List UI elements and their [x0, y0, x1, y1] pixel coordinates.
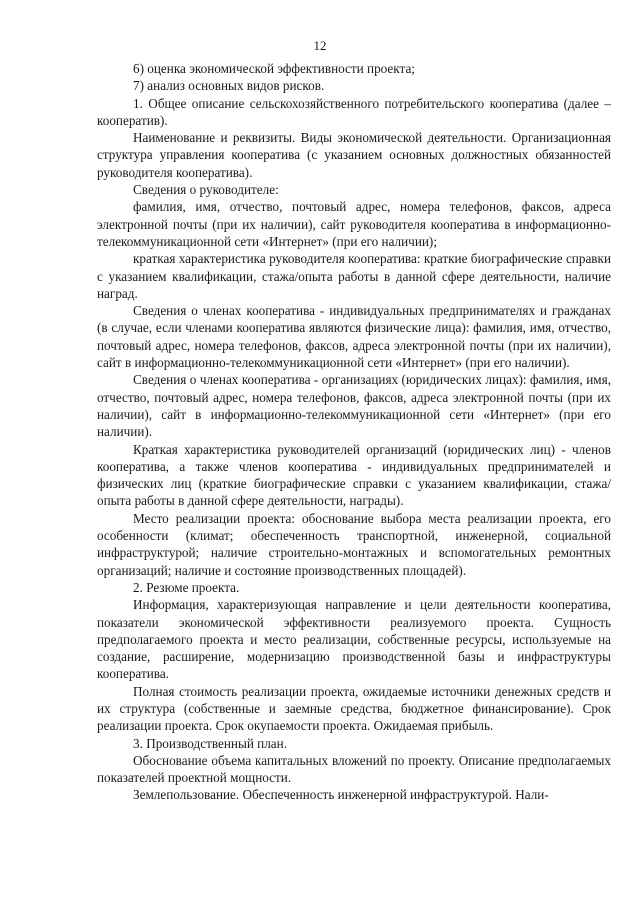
page-number: 12: [313, 38, 327, 53]
paragraph: Сведения о руководителе:: [133, 182, 279, 198]
paragraph: Краткая характеристика руководителей организаций (юридических лиц) - членов кооператива, а также членов кооператива - индивидуальных предпринимателей и физических лиц (краткие биографические справки с указанием квалификации, стажа/опыта работы в данной сфере деятельности, награды).: [97, 441, 611, 509]
paragraph: 1. Общее описание сельскохозяйственного потребительского кооператива (далее – кооператив).: [97, 95, 611, 128]
paragraph: краткая характеристика руководителя кооператива: краткие биографические справки с указанием квалификации, стажа/опыта работы в данной сфере деятельности, наличие наград.: [97, 251, 611, 301]
paragraph: Обоснование объема капитальных вложений по проекту. Описание предполагаемых показателей проектной мощности.: [97, 752, 611, 786]
section-heading: 3. Производственный план.: [133, 735, 288, 751]
section-heading: 2. Резюме проекта.: [133, 579, 240, 595]
paragraph: фамилия, имя, отчество, почтовый адрес, номера телефонов, факсов, адреса электронной почты (при их наличии), сайт руководителя кооператива в информационно-телекоммуникационной сети «Интернет» (при его наличии);: [97, 199, 611, 249]
document-body: [97, 60, 611, 804]
paragraph: Сведения о членах кооператива - организациях (юридических лицах): фамилия, имя, отчество, почтовый адрес, номера телефонов, факсов, адреса электронной почты (при их наличии), сайт в информационно-телекоммуникационной сети «Интернет» (при его наличии).: [97, 372, 611, 440]
paragraph: Информация, характеризующая направление и цели деятельности кооператива, показатели экономической эффективности реализуемого проекта. Сущность предполагаемого проекта и место реализации, собственные ресурсы, используемые на создание, расширение, модернизацию производственной базы и инфраструктуры кооператива.: [97, 597, 611, 682]
paragraph: Наименование и реквизиты. Виды экономической деятельности. Организационная структура управления кооператива (с указанием основных должностных обязанностей руководителя кооператива).: [97, 130, 611, 180]
paragraph: Сведения о членах кооператива - индивидуальных предпринимателях и гражданах (в случае, если членами кооператива являются физические лица): фамилия, имя, отчество, почтовый адрес, номера телефонов, факсов, адреса электронной почты (при их наличии), сайт в информационно-телекоммуникационной сети «Интернет» (при его наличии).: [97, 303, 611, 371]
paragraph: Место реализации проекта: обоснование выбора места реализации проекта, его особенности (климат; обеспеченность транспортной, инженерной, социальной инфраструктурой; наличие строительно-монтажных и вспомогательных ремонтных организаций; наличие и состояние производственных площадей).: [97, 510, 611, 578]
paragraph: 6) оценка экономической эффективности проекта;: [133, 61, 415, 76]
paragraph: Полная стоимость реализации проекта, ожидаемые источники денежных средств и их структура (собственные и заемные средства, бюджетное финансирование). Срок реализации проекта. Срок окупаемости проекта. Ожидаемая прибыль.: [97, 683, 611, 734]
paragraph: Землепользование. Обеспеченность инженерной инфраструктурой. Нали-: [133, 787, 549, 803]
paragraph: 7) анализ основных видов рисков.: [133, 78, 325, 94]
